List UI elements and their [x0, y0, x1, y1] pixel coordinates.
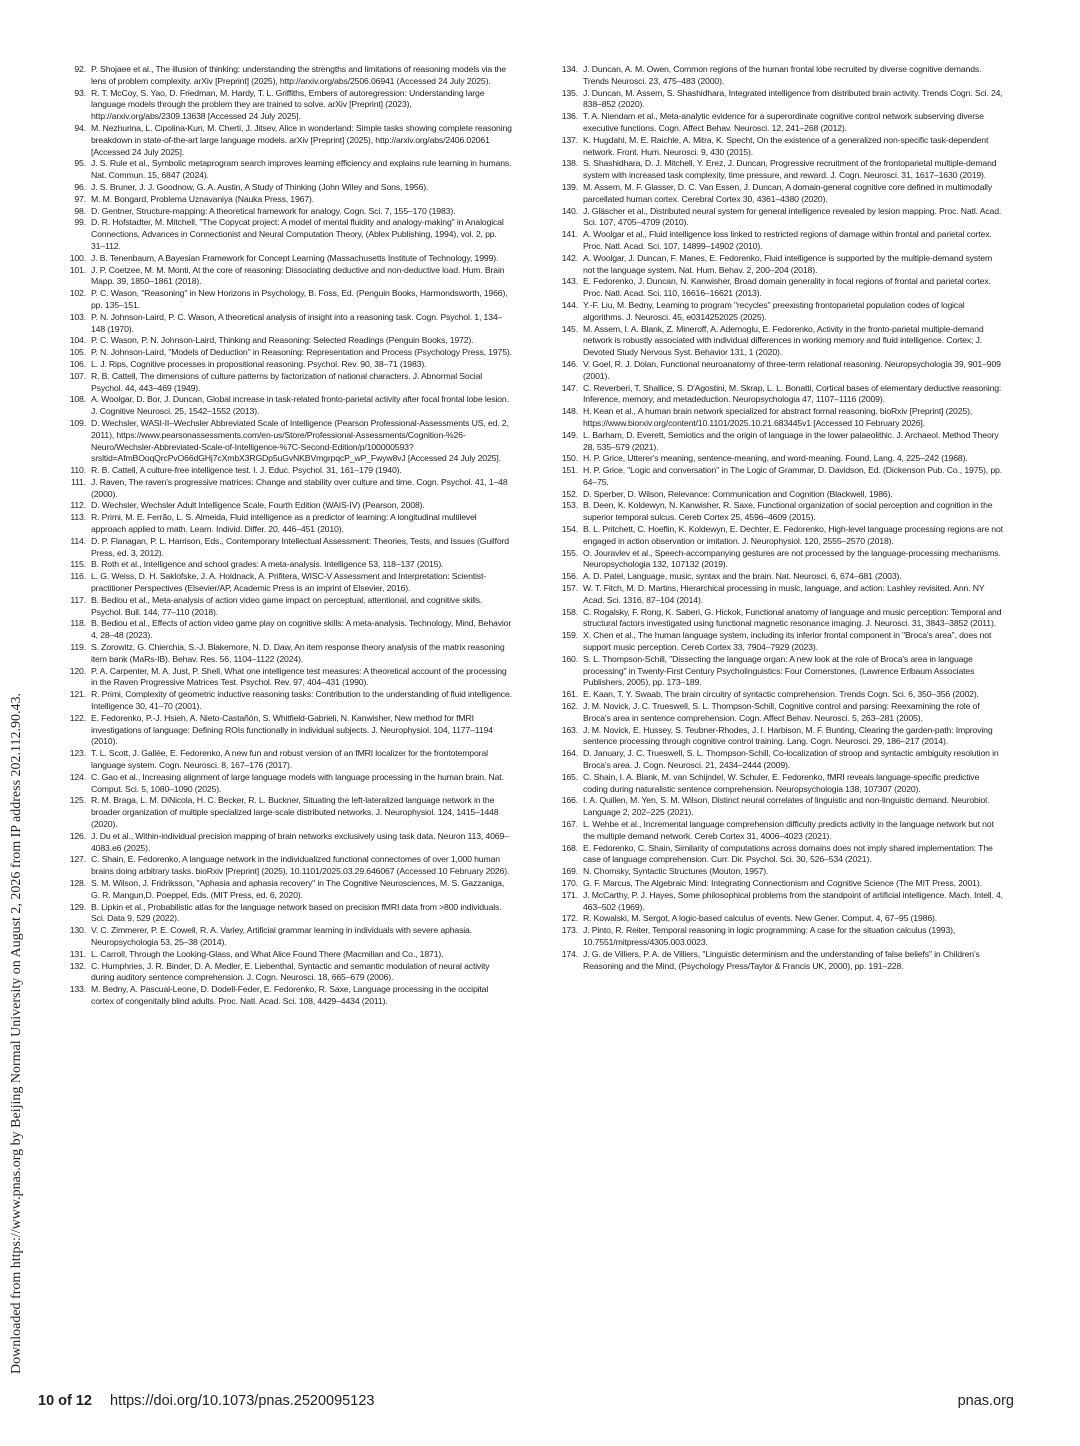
reference-number: 159.	[561, 630, 578, 641]
reference-item	[556, 925, 1004, 949]
reference-item	[556, 158, 1004, 182]
reference-text: R. B. Cattell, A culture-free intelligence test. I. J. Educ. Psychol. 31, 161–179 (1940).	[91, 465, 402, 476]
page-number: 10 of 12	[38, 1393, 92, 1409]
reference-text: J. Duncan, M. Assem, S. Shashidhara, Integrated intelligence from distributed brain activity. Trends Cogn. Sci. 24, 838–852 (2020).	[583, 87, 1003, 110]
reference-number: 143.	[561, 276, 578, 287]
reference-item	[64, 925, 512, 949]
reference-number: 164.	[561, 748, 578, 759]
reference-item	[556, 630, 1004, 654]
reference-item	[556, 772, 1004, 796]
reference-item	[64, 748, 512, 772]
reference-item	[556, 182, 1004, 206]
reference-item	[64, 500, 512, 512]
reference-item	[556, 88, 1004, 112]
reference-number: 142.	[561, 252, 578, 263]
reference-text: M. Bedny, A. Pascual-Leone, D. Dodell-Feder, E. Fedorenko, R. Saxe, Language processing in the occipital cortex of congenitally blind adults. Proc. Natl. Acad. Sci. 108, 4429–4434 (2011).	[91, 984, 489, 1006]
reference-number: 121.	[69, 689, 86, 700]
reference-number: 113.	[70, 512, 86, 523]
reference-item	[556, 571, 1004, 583]
reference-number: 124.	[69, 771, 86, 782]
reference-item	[556, 890, 1004, 914]
reference-number: 95.	[74, 158, 86, 169]
reference-number: 147.	[561, 382, 578, 393]
reference-number: 137.	[561, 134, 578, 145]
reference-number: 101.	[69, 264, 86, 275]
reference-number: 152.	[561, 488, 578, 499]
reference-item	[556, 913, 1004, 925]
reference-number: 103.	[69, 311, 86, 322]
reference-text: R. T. McCoy, S. Yao, D. Friedman, M. Hardy, T. L. Griffiths, Embers of autoregression: Understanding large language models through the problem they are trained to solve. arXiv [Preprint] (2023), http://arxiv.org/abs/2309.13638 [Accessed 24 July 2025].	[91, 87, 485, 122]
reference-number: 151.	[561, 465, 578, 476]
reference-item	[556, 607, 1004, 631]
reference-text: T. A. Niendam et al., Meta-analytic evidence for a superordinate cognitive control network subserving diverse executive functions. Cogn. Affect Behav. Neurosci. 12, 241–268 (2012).	[583, 111, 984, 133]
reference-text: J. G. de Villiers, P. A. de Villiers, "Linguistic determinism and the understanding of false beliefs" in Children's Reasoning and the Mind, (Psychology Press/Taylor & Francis UK, 2000), pp. 191–228.	[583, 948, 980, 971]
reference-text: N. Chomsky, Syntactic Structures (Mouton, 1957).	[583, 866, 769, 877]
reference-item	[64, 961, 512, 985]
reference-number: 153.	[561, 500, 578, 511]
reference-item	[556, 866, 1004, 878]
download-notice: Downloaded from https://www.pnas.org by Beijing Normal University on August 2, 2026 from IP address 202.112.90.43.	[9, 692, 24, 1374]
reference-item	[64, 465, 512, 477]
reference-item	[556, 748, 1004, 772]
reference-item	[556, 819, 1004, 843]
reference-number: 156.	[561, 571, 578, 582]
reference-text: L. G. Weiss, D. H. Saklofske, J. A. Holdnack, A. Prifitera, WISC-V Assessment and Interpretation: Scientist-practitioner Perspectives (Elsevier/AP, Academic Press is an imprint of Elsevier, 2016).	[91, 571, 486, 594]
reference-item	[556, 489, 1004, 501]
reference-item	[64, 88, 512, 123]
reference-number: 130.	[69, 925, 86, 936]
reference-number: 98.	[74, 205, 86, 216]
reference-item	[556, 276, 1004, 300]
reference-text: R. M. Braga, L. M. DiNicola, H. C. Becker, R. L. Buckner, Situating the left-lateralized language network in the broader organization of multiple specialized large-scale distributed networks. J. Neurophysiol. 124, 1415–1448 (2020).	[91, 795, 499, 829]
reference-text: S. L. Thompson-Schill, "Dissecting the language organ: A new look at the role of Broca's area in language processing" in Twenty-First Century Psycholinguistics: Four Cornerstones, (Lawrence Erlbaum Associates Publishers, 2005), pp. 173–189.	[583, 653, 975, 688]
reference-number: 148.	[561, 406, 578, 417]
reference-number: 134.	[561, 64, 578, 74]
reference-number: 97.	[74, 193, 86, 204]
reference-text: J. B. Tenenbaum, A Bayesian Framework for Concept Learning (Massachusetts Institute of Technology, 1999).	[91, 252, 499, 263]
reference-text: R. Kowalski, M. Sergot, A logic-based calculus of events. New Gener. Comput. 4, 67–95 (1986).	[583, 913, 938, 924]
reference-number: 167.	[561, 819, 578, 829]
reference-text: H. P. Grice, "Logic and conversation" in The Logic of Grammar, D. Davidson, Ed. (Dickenson Pub. Co., 1975), pp. 64–75.	[583, 465, 1002, 487]
journal-site-link[interactable]: pnas.org	[957, 1393, 1014, 1409]
reference-text: J. P. Coetzee, M. M. Monti, At the core of reasoning: Dissociating deductive and non-deductive load. Hum. Brain Mapp. 39, 1850–1861 (2018).	[91, 264, 505, 287]
reference-item	[556, 548, 1004, 572]
reference-number: 118.	[70, 618, 86, 629]
reference-text: B. Bediou et al., Effects of action video game play on cognitive skills: A meta-analysis. Technology, Mind, Behavior 4, 28–48 (2023).	[91, 618, 512, 641]
reference-number: 92.	[74, 64, 86, 74]
reference-text: P. N. Johnson-Laird, "Models of Deduction" in Reasoning: Representation and Process (Psychology Press, 1975).	[91, 347, 512, 358]
reference-item	[64, 335, 512, 347]
reference-item	[64, 795, 512, 830]
reference-text: J. S. Rule et al., Symbolic metaprogram search improves learning efficiency and explains rule learning in humans. Nat. Commun. 15, 6847 (2024).	[91, 158, 512, 181]
reference-item	[64, 217, 512, 252]
reference-number: 96.	[74, 181, 86, 192]
reference-text: I. A. Quillen, M. Yen, S. M. Wilson, Distinct neural correlates of linguistic and non-linguistic demand. Neurobiol. Language 2, 202–225 (2021).	[583, 795, 990, 818]
reference-number: 110.	[70, 465, 86, 476]
reference-item	[556, 654, 1004, 689]
reference-number: 115.	[70, 559, 86, 570]
reference-text: J. Du et al., Within-individual precision mapping of brain networks exclusively using task data. Neuron 113, 4069–4083.e6 (2025).	[91, 830, 509, 853]
reference-text: H. P. Grice, Utterer's meaning, sentence-meaning, and word-meaning. Found. Lang. 4, 225–242 (1968).	[583, 453, 968, 464]
reference-item	[64, 984, 512, 1008]
reference-number: 174.	[561, 948, 578, 959]
reference-text: V. C. Zimmerer, P. E. Cowell, R. A. Varley, Artificial grammar learning in individuals with severe aphasia. Neuropsychologia 53, 25–38 (2014).	[91, 925, 472, 947]
reference-item	[64, 595, 512, 619]
reference-item	[64, 158, 512, 182]
reference-text: D. P. Flanagan, P. L. Harrison, Eds., Contemporary Intellectual Assessment: Theories, Tests, and Issues (Guilford Press, ed. 3, 2012).	[91, 535, 509, 558]
reference-item	[64, 253, 512, 265]
reference-item	[556, 64, 1004, 88]
reference-text: A. Woolgar, J. Duncan, F. Manes, E. Fedorenko, Fluid intelligence is supported by the multiple-demand system not the language system. Nat. Hum. Behav. 2, 200–204 (2018).	[583, 252, 993, 275]
reference-text: C. Shain, I. A. Blank, M. van Schijndel, W. Schuler, E. Fedorenko, fMRI reveals language-specific predictive coding during naturalistic sentence comprehension. Neuropsychologia 138, 107307 (2020).	[583, 771, 980, 794]
reference-text: E. Fedorenko, P.-J. Hsieh, A. Nieto-Castañón, S. Whitfield-Gabrieli, N. Kanwisher, New method for fMRI investigations of language: Defining ROIs functionally in individual subjects. J. Neurophysiol. 104, 1177–1194 (2010).	[91, 712, 493, 747]
reference-text: D. Gentner, Structure-mapping: A theoretical framework for analogy. Cogn. Sci. 7, 155–170 (1983).	[91, 205, 456, 216]
reference-text: K. Hugdahl, M. E. Raichle, A. Mitra, K. Specht, On the existence of a generalized non-specific task-dependent network. Front. Hum. Neurosci. 9, 430 (2015).	[583, 134, 989, 157]
reference-number: 109.	[69, 417, 86, 428]
reference-item	[556, 949, 1004, 973]
reference-number: 155.	[561, 547, 578, 558]
reference-item	[64, 878, 512, 902]
reference-item	[556, 795, 1004, 819]
reference-number: 123.	[69, 748, 86, 759]
reference-item	[64, 571, 512, 595]
reference-number: 93.	[74, 87, 86, 98]
reference-item	[556, 843, 1004, 867]
reference-number: 102.	[69, 288, 86, 299]
reference-number: 106.	[69, 358, 86, 369]
reference-number: 144.	[561, 299, 578, 310]
reference-text: S. Zorowitz, G. Chierchia, S.-J. Blakemore, N. D. Daw, An item response theory analysis of the matrix reasoning item bank (MaRs-IB). Behav. Res. 56, 1104–1122 (2024).	[91, 642, 505, 664]
reference-number: 100.	[69, 252, 86, 263]
reference-number: 169.	[561, 866, 578, 877]
reference-item	[556, 465, 1004, 489]
reference-text: S. M. Wilson, J. Fridriksson, "Aphasia and aphasia recovery" in The Cognitive Neurosciences, M. S. Gazzaniga, G. R. Mangun,D. Poeppel, Eds. (MIT Press, ed. 6, 2020).	[91, 877, 505, 900]
reference-number: 154.	[561, 524, 578, 535]
reference-number: 173.	[561, 925, 578, 936]
reference-text: M. Assem, M. F. Glasser, D. C. Van Essen, J. Duncan, A domain-general cognitive core defined in multimodally parcellated human cortex. Cerebral Cortex 30, 4361–4380 (2020).	[583, 181, 993, 204]
reference-item	[64, 194, 512, 206]
reference-text: P. C. Wason, P. N. Johnson-Laird, Thinking and Reasoning: Selected Readings (Penguin Books, 1972).	[91, 335, 474, 346]
reference-column-right	[556, 64, 1004, 972]
reference-text: O. Jouravlev et al., Speech-accompanying gestures are not processed by the language-processing mechanisms. Neuropsychologia 132, 107132 (2019).	[583, 547, 1001, 570]
reference-text: R. Primi, Complexity of geometric inductive reasoning tasks: Contribution to the understanding of fluid intelligence. Intelligence 30, 41–70 (2001).	[91, 689, 512, 712]
reference-text: J. M. Novick, E. Hussey, S. Teubner-Rhodes, J. I. Harbison, M. F. Bunting, Clearing the garden-path: Improving sentence processing through cognitive control training. Lang. Cogn. Neurosci. 29, 186–217 (2014).	[583, 724, 993, 747]
reference-number: 108.	[69, 394, 86, 405]
reference-text: J. Pinto, R. Reiter, Temporal reasoning in logic programming: A case for the situation calculus (1993), 10.7551/mitpress/4305.003.0023.	[583, 925, 956, 947]
reference-text: A. Woolgar et al., Fluid intelligence loss linked to restricted regions of damage within frontal and parietal cortex. Proc. Natl. Acad. Sci. 107, 14899–14902 (2010).	[583, 229, 992, 251]
reference-item	[64, 772, 512, 796]
reference-number: 172.	[561, 913, 578, 924]
reference-text: B. L. Pritchett, C. Hoeflin, K. Koldewyn, E. Dechter, E. Fedorenko, High-level language processing regions are not engaged in action observation or imitation. J. Neurophysiol. 120, 2555–2570 (2018).	[583, 524, 1003, 546]
reference-item	[64, 394, 512, 418]
reference-number: 162.	[561, 701, 578, 712]
reference-text: L. Carroll, Through the Looking-Glass, and What Alice Found There (Macmillan and Co., 1871).	[91, 948, 444, 959]
reference-text: P. N. Johnson-Laird, P. C. Wason, A theoretical analysis of insight into a reasoning task. Cogn. Psychol. 1, 134–148 (1970).	[91, 311, 503, 334]
reference-number: 160.	[561, 653, 578, 664]
reference-number: 107.	[69, 370, 86, 381]
reference-text: J. S. Bruner, J. J. Goodnow, G. A. Austin, A Study of Thinking (John Wiley and Sons, 1956).	[91, 181, 429, 192]
reference-text: H. Kean et al., A human brain network specialized for abstract formal reasoning. bioRxiv [Preprint] (2025), https://www.biorxiv.org/content/10.1101/2025.10.21.683445v1 [Accessed 10 February 2026].	[583, 406, 973, 428]
reference-item	[556, 524, 1004, 548]
reference-item	[64, 949, 512, 961]
reference-text: J. Duncan, A. M. Owen, Common regions of the human frontal lobe recruited by diverse cognitive demands. Trends Neurosci. 23, 475–483 (2000).	[583, 64, 982, 86]
reference-item	[556, 300, 1004, 324]
reference-item	[64, 831, 512, 855]
reference-number: 122.	[69, 712, 86, 723]
reference-text: P. A. Carpenter, M. A. Just, P. Shell, What one intelligence test measures: A theoretical account of the processing in the Raven Progressive Matrices Test. Psychol. Rev. 97, 404–431 (1990).	[91, 665, 507, 688]
reference-item	[64, 902, 512, 926]
reference-item	[556, 406, 1004, 430]
reference-item	[64, 64, 512, 88]
reference-number: 163.	[561, 724, 578, 735]
reference-item	[64, 123, 512, 158]
reference-text: J. Raven, The raven's progressive matrices: Change and stability over culture and time. Cogn. Psychol. 41, 1–48 (2000).	[91, 476, 508, 499]
reference-number: 99.	[74, 217, 86, 228]
reference-item	[556, 324, 1004, 359]
reference-number: 116.	[70, 571, 86, 582]
reference-text: J. Gläscher et al., Distributed neural system for general intelligence revealed by lesion mapping. Proc. Natl. Acad. Sci. 107, 4705–4709 (2010).	[583, 205, 1002, 228]
reference-number: 131.	[69, 948, 86, 959]
reference-number: 128.	[69, 877, 86, 888]
reference-number: 161.	[561, 689, 578, 700]
reference-number: 125.	[69, 795, 86, 806]
reference-text: G. F. Marcus, The Algebraic Mind: Integrating Connectionism and Cognitive Science (The MIT Press, 2001).	[583, 877, 982, 888]
reference-item	[64, 347, 512, 359]
reference-number: 133.	[69, 984, 86, 995]
reference-text: J. M. Novick, J. C. Trueswell, S. L. Thompson-Schill, Cognitive control and parsing: Reexamining the role of Broca's area in sentence comprehension. Cogn. Affect Behav. Neurosci. 5, 263–281 (2005).	[583, 701, 980, 723]
reference-text: M. Assem, I. A. Blank, Z. Mineroff, A. Ademoglu, E. Fedorenko, Activity in the fronto-parietal multiple-demand network is robustly associated with individual differences in working memory and fluid intelligence. Cortex; J. Devoted Study Nervous Syst. Behavior 131, 1 (2020).	[583, 323, 984, 358]
reference-item	[556, 430, 1004, 454]
reference-number: 145.	[561, 323, 578, 334]
reference-text: A. D. Patel, Language, music, syntax and the brain. Nat. Neurosci. 6, 674–681 (2003).	[583, 571, 902, 582]
reference-text: Y.-F. Liu, M. Bedny, Learning to program "recycles" preexisting frontoparietal population codes of logical algorithms. J. Neurosci. 45, e0314252025 (2025).	[583, 299, 965, 322]
reference-number: 105.	[69, 347, 86, 358]
reference-item	[556, 701, 1004, 725]
reference-item	[64, 642, 512, 666]
reference-item	[64, 536, 512, 560]
reference-number: 157.	[561, 583, 578, 594]
reference-item	[556, 453, 1004, 465]
reference-item	[64, 206, 512, 218]
reference-text: C. Gao et al., Increasing alignment of large language models with language processing in the human brain. Nat. Comput. Sci. 5, 1080–1090 (2025).	[91, 771, 504, 794]
reference-number: 104.	[69, 335, 86, 346]
reference-item	[64, 666, 512, 690]
reference-number: 129.	[69, 901, 86, 912]
reference-column-left	[64, 64, 512, 1008]
reference-number: 114.	[70, 535, 86, 546]
doi-link[interactable]: https://doi.org/10.1073/pnas.2520095123	[110, 1393, 375, 1409]
reference-text: X. Chen et al., The human language system, including its inferior frontal component in "Broca's area", does not support music perception. Cereb Cortex 33, 7904–7929 (2023).	[583, 630, 992, 653]
reference-number: 158.	[561, 606, 578, 617]
reference-number: 139.	[561, 181, 578, 192]
reference-text: C. Humphries, J. R. Binder, D. A. Medler, E. Liebenthal, Syntactic and semantic modulation of neural activity during auditory sentence comprehension. J. Cogn. Neurosci. 18, 665–679 (2006).	[91, 960, 490, 983]
reference-number: 138.	[561, 158, 578, 169]
reference-number: 94.	[74, 122, 86, 133]
reference-number: 170.	[561, 877, 578, 888]
reference-number: 136.	[561, 111, 578, 122]
reference-item	[64, 418, 512, 465]
reference-item	[556, 206, 1004, 230]
reference-item	[64, 512, 512, 536]
reference-item	[556, 725, 1004, 749]
reference-number: 166.	[561, 795, 578, 806]
reference-number: 117.	[70, 594, 86, 605]
reference-text: W. T. Fitch, M. D. Martins, Hierarchical processing in music, language, and action: Lashley revisited. Ann. NY Acad. Sci. 1316, 87–104 (2014).	[583, 583, 985, 605]
reference-text: T. L. Scott, J. Gallée, E. Fedorenko, A new fun and robust version of an fMRI localizer for the frontotemporal language system. Cogn. Neurosci. 8, 167–176 (2017).	[91, 748, 488, 771]
reference-number: 165.	[561, 771, 578, 782]
reference-text: B. Deen, K. Koldewyn, N. Kanwisher, R. Saxe, Functional organization of social perception and cognition in the superior temporal sulcus. Cereb Cortex 25, 4596–4609 (2015).	[583, 500, 993, 523]
reference-item	[64, 689, 512, 713]
reference-item	[556, 500, 1004, 524]
reference-item	[556, 253, 1004, 277]
reference-item	[64, 559, 512, 571]
reference-number: 132.	[69, 960, 86, 971]
reference-number: 135.	[561, 87, 578, 98]
reference-number: 119.	[70, 642, 86, 653]
reference-text: M. M. Bongard, Problema Uznavaniya (Nauka Press, 1967).	[91, 193, 315, 204]
reference-item	[556, 359, 1004, 383]
reference-text: M. Nezhurina, L. Cipolina-Kun, M. Cherti, J. Jitsev, Alice in wonderland: Simple tasks showing complete reasoning breakdown in state-of-the-art large language models. arXiv [Preprint] (2025), http://arxiv.org/abs/2406.02061 [Accessed 24 July 2025].	[91, 122, 512, 157]
reference-text: P. C. Wason, "Reasoning" in New Horizons in Psychology, B. Foss, Ed. (Penguin Books, Harmondsworth, 1966), pp. 135–151.	[91, 288, 508, 310]
reference-number: 168.	[561, 842, 578, 853]
reference-text: L. Wehbe et al., Incremental language comprehension difficulty predicts activity in the language network but not the multiple demand network. Cereb Cortex 31, 4006–4023 (2021).	[583, 819, 994, 841]
reference-item	[64, 477, 512, 501]
reference-text: L. J. Rips, Cognitive processes in propositional reasoning. Psychol. Rev. 90, 38–71 (1983).	[91, 358, 427, 369]
reference-text: C. Shain, E. Fedorenko, A language network in the individualized functional connectomes of over 1,000 human brains doing arbitrary tasks. bioRxiv [Preprint] (2025), 10.1101/2025.03.29.646067 (Accessed 10 February 2026).	[91, 854, 510, 877]
reference-item	[556, 229, 1004, 253]
reference-item	[556, 135, 1004, 159]
reference-text: C. Rogalsky, F. Rong, K. Saberi, G. Hickok, Functional anatomy of language and music perception: Temporal and structural factors investigated using functional magnetic resonance imaging. J. Neurosci. 31, 3843–3852 (2011).	[583, 606, 1002, 629]
reference-item	[556, 583, 1004, 607]
reference-number: 120.	[69, 665, 86, 676]
reference-text: P. Shojaee et al., The illusion of thinking: understanding the strengths and limitations of reasoning models via the lens of problem complexity. arXiv [Preprint] (2025), http://arxiv.org/abs/2506.06941 (Accessed 24 July 2025).	[91, 64, 506, 86]
reference-number: 126.	[69, 830, 86, 841]
reference-text: C. Reverberi, T. Shallice, S. D'Agostini, M. Skrap, L. L. Bonatti, Cortical bases of elementary deductive reasoning: Inference, memory, and metadeduction. Neuropsychologia 47, 1107–1116 (2009).	[583, 382, 1002, 405]
reference-item	[556, 111, 1004, 135]
reference-item	[64, 288, 512, 312]
reference-item	[64, 182, 512, 194]
reference-item	[64, 618, 512, 642]
reference-item	[556, 689, 1004, 701]
reference-number: 146.	[561, 358, 578, 369]
reference-text: D. January, J. C. Trueswell, S. L. Thompson-Schill, Co-localization of stroop and syntactic ambiguity resolution in Broca's area. J. Cogn. Neurosci. 21, 2434–2444 (2009).	[583, 748, 999, 771]
reference-item	[64, 265, 512, 289]
reference-text: V. Goel, R. J. Dolan, Functional neuroanatomy of three-term relational reasoning. Neuropsychologia 39, 901–909 (2001).	[583, 358, 1001, 381]
reference-text: R. B. Cattell, The dimensions of culture patterns by factorization of national characters. J. Abnormal Social Psychol. 44, 443–469 (1949).	[91, 370, 483, 393]
reference-item	[64, 312, 512, 336]
reference-text: B. Lipkin et al., Probabilistic atlas for the language network based on precision fMRI data from >800 individuals. Sci. Data 9, 529 (2022).	[91, 901, 502, 924]
reference-text: D. Sperber, D. Wilson, Relevance: Communication and Cognition (Blackwell, 1986).	[583, 488, 893, 499]
reference-text: B. Bediou et al., Meta-analysis of action video game impact on perceptual, attentional, and cognitive skills. Psychol. Bull. 144, 77–110 (2018).	[91, 594, 483, 617]
reference-item	[556, 383, 1004, 407]
reference-number: 149.	[561, 429, 578, 440]
reference-item	[64, 359, 512, 371]
reference-text: E. Fedorenko, J. Duncan, N. Kanwisher, Broad domain generality in focal regions of frontal and parietal cortex. Proc. Natl. Acad. Sci. 110, 16616–16621 (2013).	[583, 276, 991, 299]
reference-text: E. Fedorenko, C. Shain, Similarity of computations across domains does not imply shared implementation: The case of language comprehension. Curr. Dir. Psychol. Sci. 30, 526–534 (2021).	[583, 842, 993, 865]
reference-text: A. Woolgar, D. Bor, J. Duncan, Global increase in task-related fronto-parietal activity after focal frontal lobe lesion. J. Cognitive Neurosci. 25, 1542–1552 (2013).	[91, 394, 509, 417]
reference-text: E. Kaan, T. Y. Swaab, The brain circuitry of syntactic comprehension. Trends Cogn. Sci. 6, 350–356 (2002).	[583, 689, 979, 700]
reference-text: J. McCarthy, P. J. Hayes, Some philosophical problems from the standpoint of artificial intelligence. Mach. Intell. 4, 463–502 (1969).	[583, 889, 1003, 912]
reference-number: 171.	[561, 889, 578, 900]
reference-item	[64, 713, 512, 748]
reference-text: D. Wechsler, Wechsler Adult Intelligence Scale, Fourth Edition (WAIS-IV) (Pearson, 2008).	[91, 500, 425, 511]
reference-text: L. Barham, D. Everett, Semiotics and the origin of language in the lower palaeolithic. J. Archaeol. Method Theory 28, 535–579 (2021).	[583, 429, 999, 452]
reference-text: S. Shashidhara, D. J. Mitchell, Y. Erez, J. Duncan, Progressive recruitment of the frontoparietal multiple-demand system with increased task complexity, time pressure, and reward. J. Cogn. Neurosci. 31, 1617–1630 (2019).	[583, 158, 997, 181]
reference-number: 127.	[69, 854, 86, 865]
reference-text: D. R. Hofstadter, M. Mitchell, "The Copycat project: A model of mental fluidity and analogy-making" in Analogical Connections, Advances in Connectionist and Neural Computation Theory, (Ablex Publishing, 1994), vol. 2, pp. 31–112.	[91, 217, 504, 251]
reference-text: D. Wechsler, WASI-II–Wechsler Abbreviated Scale of Intelligence (Pearson Professional-Assessments US, ed. 2, 2011), https://www.pearsonassessments.com/en-us/Store/Professional-Assessments/Cognition-%26-Neuro/Wechsler-Abbreviated-Scale-of-Intelligence-%7C-Second-Edition/p/100000593?srsltid=AfmBOoqQrcPvO66dGHj7cXmbX3RGDp5uGvNKBVmgrpqcP_wP_Fwyw8vJ [Accessed 24 July 2025].	[91, 417, 509, 464]
reference-number: 111.	[70, 476, 86, 487]
reference-number: 140.	[561, 205, 578, 216]
reference-number: 150.	[561, 453, 578, 464]
reference-text: B. Roth et al., Intelligence and school grades: A meta-analysis. Intelligence 53, 118–137 (2015).	[91, 559, 444, 570]
reference-text: R. Primi, M. E. Ferrão, L. S. Almeida, Fluid intelligence as a predictor of learning: A longitudinal multilevel approach applied to math. Learn. Individ. Differ. 20, 446–451 (2010).	[91, 512, 477, 535]
reference-number: 141.	[561, 229, 578, 240]
reference-number: 112.	[70, 500, 86, 511]
reference-item	[64, 371, 512, 395]
reference-item	[64, 854, 512, 878]
reference-item	[556, 878, 1004, 890]
